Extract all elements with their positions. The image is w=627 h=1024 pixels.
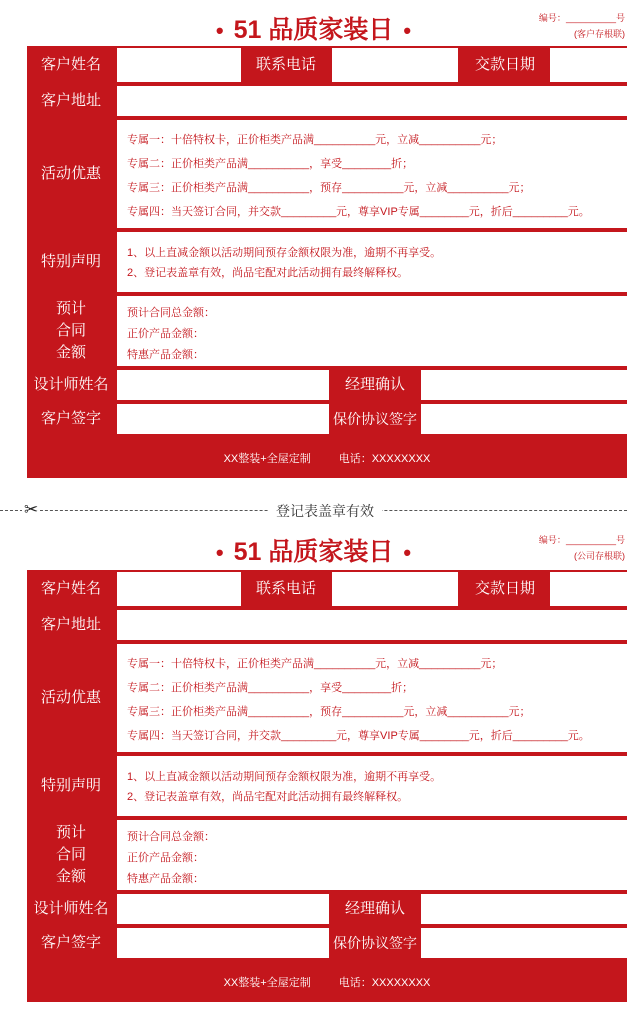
customer-address-label: 客户地址 <box>40 92 101 109</box>
promotion-content <box>117 120 627 228</box>
designer-name-label: 设计师姓名 <box>33 376 109 393</box>
copy-note: (公司存根联) <box>574 551 625 561</box>
guarantee-signature-label: 保价协议签字 <box>333 935 417 951</box>
designer-name-field[interactable] <box>117 370 329 400</box>
serial-number: 编号：__________号 (客户存根联) <box>525 10 625 42</box>
promotion-item: 专属三：正价柜类产品满__________，预存__________元，立减__________元； <box>127 182 531 194</box>
estimated-amount-label: 预计合同金额 <box>55 824 86 885</box>
customer-address-field[interactable] <box>117 86 627 116</box>
special-statement-content <box>117 756 627 816</box>
scissors-icon: ✂ <box>24 500 39 519</box>
payment-date-field[interactable] <box>550 48 627 82</box>
designer-name-label: 设计师姓名 <box>33 900 109 917</box>
customer-signature-label: 客户签字 <box>40 410 101 427</box>
amount-item: 预计合同总金额： <box>127 831 215 843</box>
statement-item: 1、以上直减金额以活动期间预存金额权限为准，逾期不再享受。 <box>127 771 442 783</box>
special-statement-label: 特别声明 <box>40 253 101 270</box>
estimated-amount-content <box>117 820 627 890</box>
footer-company: XX整装+全屋定制 <box>223 977 311 989</box>
customer-name-label: 客户姓名 <box>40 580 101 597</box>
copy-note: (客户存根联) <box>574 29 625 39</box>
customer-signature-label: 客户签字 <box>40 934 101 951</box>
amount-item: 正价产品金额： <box>127 328 204 340</box>
form-footer <box>27 438 627 478</box>
form-title: • 51 品质家装日 • <box>215 16 412 44</box>
promotion-item: 专属四：当天签订合同，并交款_________元，尊享VIP专属________元，折后_________元。 <box>127 206 590 218</box>
guarantee-signature-label: 保价协议签字 <box>333 411 417 427</box>
form-table <box>27 46 627 478</box>
contact-phone-field[interactable] <box>332 48 458 82</box>
guarantee-signature-field[interactable] <box>421 928 627 958</box>
promotion-item: 专属四：当天签订合同，并交款_________元，尊享VIP专属________元，折后_________元。 <box>127 730 590 742</box>
customer-address-field[interactable] <box>117 610 627 640</box>
contact-phone-label: 联系电话 <box>255 56 316 73</box>
footer-company: XX整装+全屋定制 <box>223 453 311 465</box>
special-statement-label: 特别声明 <box>40 777 101 794</box>
cut-line-label: 登记表盖章有效 <box>268 501 382 521</box>
estimated-amount-label: 预计合同金额 <box>55 300 86 361</box>
promotion-item: 专属一：十倍特权卡，正价柜类产品满__________元，立减__________元； <box>127 658 503 670</box>
promotion-label: 活动优惠 <box>40 165 101 182</box>
cut-line <box>0 499 627 523</box>
footer-phone: 电话：XXXXXXXX <box>338 977 431 989</box>
serial-number: 编号：__________号 (公司存根联) <box>525 532 625 564</box>
designer-name-field[interactable] <box>117 894 329 924</box>
manager-confirm-label: 经理确认 <box>344 376 405 393</box>
promotion-label: 活动优惠 <box>40 689 101 706</box>
footer-phone: 电话：XXXXXXXX <box>338 453 431 465</box>
form-table <box>27 570 627 1002</box>
guarantee-signature-field[interactable] <box>421 404 627 434</box>
form-title: • 51 品质家装日 • <box>215 538 412 566</box>
customer-name-label: 客户姓名 <box>40 56 101 73</box>
customer-address-label: 客户地址 <box>40 616 101 633</box>
manager-confirm-label: 经理确认 <box>344 900 405 917</box>
promotion-item: 专属一：十倍特权卡，正价柜类产品满__________元，立减__________元； <box>127 134 503 146</box>
promotion-item: 专属二：正价柜类产品满__________，享受________折； <box>127 682 414 694</box>
payment-date-field[interactable] <box>550 572 627 606</box>
customer-name-field[interactable] <box>117 572 241 606</box>
estimated-amount-content <box>117 296 627 366</box>
manager-confirm-field[interactable] <box>421 370 627 400</box>
statement-item: 2、登记表盖章有效，尚品宅配对此活动拥有最终解释权。 <box>127 267 409 279</box>
customer-name-field[interactable] <box>117 48 241 82</box>
form-footer <box>27 962 627 1002</box>
statement-item: 2、登记表盖章有效，尚品宅配对此活动拥有最终解释权。 <box>127 791 409 803</box>
amount-item: 特惠产品金额： <box>127 349 204 361</box>
special-statement-content <box>117 232 627 292</box>
promotion-item: 专属二：正价柜类产品满__________，享受________折； <box>127 158 414 170</box>
payment-date-label: 交款日期 <box>474 56 535 73</box>
registration-form-customer-copy <box>0 0 627 480</box>
contact-phone-label: 联系电话 <box>255 580 316 597</box>
amount-item: 特惠产品金额： <box>127 873 204 885</box>
amount-item: 预计合同总金额： <box>127 307 215 319</box>
promotion-item: 专属三：正价柜类产品满__________，预存__________元，立减__________元； <box>127 706 531 718</box>
payment-date-label: 交款日期 <box>474 580 535 597</box>
amount-item: 正价产品金额： <box>127 852 204 864</box>
customer-signature-field[interactable] <box>117 928 329 958</box>
promotion-content <box>117 644 627 752</box>
statement-item: 1、以上直减金额以活动期间预存金额权限为准，逾期不再享受。 <box>127 247 442 259</box>
registration-form-company-copy <box>0 522 627 1002</box>
customer-signature-field[interactable] <box>117 404 329 434</box>
contact-phone-field[interactable] <box>332 572 458 606</box>
manager-confirm-field[interactable] <box>421 894 627 924</box>
